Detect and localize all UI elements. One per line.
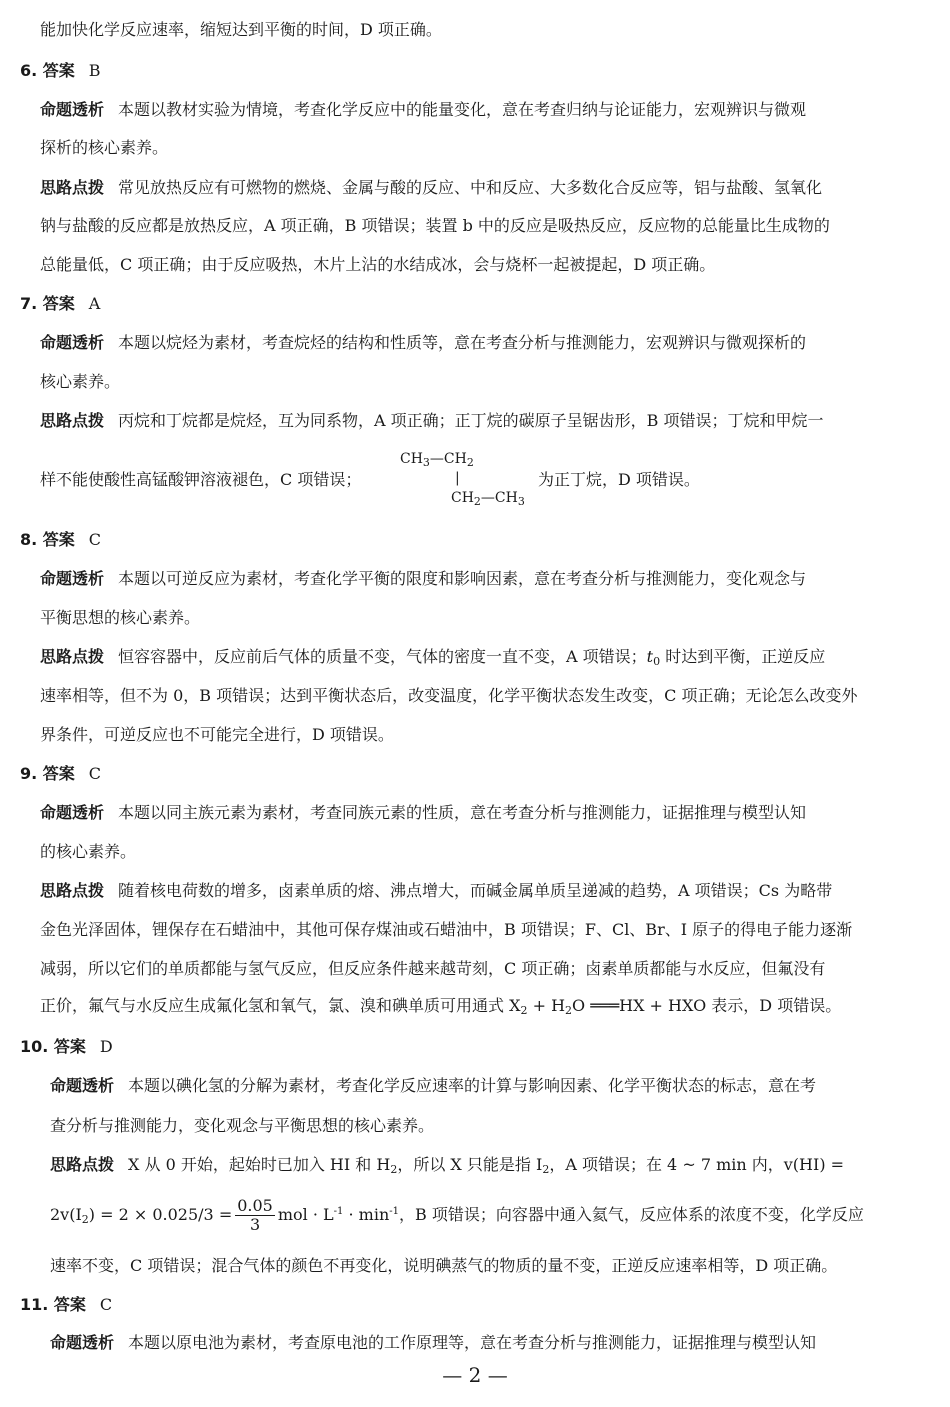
question-7-header — [20, 293, 100, 315]
answer-label: 7. 答案 — [20, 294, 75, 313]
subscript: 0 — [653, 655, 661, 668]
text: 本题以教材实验为情境，考查化学反应中的能量变化，意在考查归纳与论证能力，宏观辨识与微观 — [118, 100, 807, 119]
formula-line — [50, 1195, 864, 1235]
question-9-header — [20, 763, 101, 785]
structural-formula-bottom — [451, 489, 525, 507]
q8-analysis — [40, 568, 806, 590]
structural-formula-top — [400, 450, 474, 468]
text: 常见放热反应有可燃物的燃烧、金属与酸的反应、中和反应、大多数化合反应等，铝与盐酸、氢氧化 — [118, 178, 823, 197]
subscript: 2 — [81, 1213, 89, 1226]
text: 恒容容器中，反应前后气体的质量不变，气体的密度一直不变，A 项错误； — [118, 647, 647, 666]
q11-analysis — [50, 1332, 816, 1354]
text: 本题以烷烃为素材，考查烷烃的结构和性质等，意在考查分析与推测能力，宏观辨识与微观探析的 — [118, 333, 807, 352]
text: X 从 0 开始，起始时已加入 HI 和 H — [128, 1155, 391, 1174]
text: 本题以可逆反应为素材，考查化学平衡的限度和影响因素，意在考查分析与推测能力，变化观念与 — [118, 569, 807, 588]
answer-label: 10. 答案 — [20, 1037, 86, 1056]
answer-value: B — [88, 61, 101, 80]
section-label: 命题透析 — [40, 569, 105, 588]
subscript: 2 — [520, 1004, 528, 1017]
fraction-numerator: 0.05 — [237, 1196, 273, 1215]
answer-value: D — [99, 1037, 113, 1056]
paragraph-line: 核心素养。 — [40, 372, 121, 391]
paragraph-line: 能加快化学反应速率，缩短达到平衡的时间，D 项正确。 — [40, 20, 442, 39]
section-label: 命题透析 — [40, 803, 105, 822]
paragraph-line: 为正丁烷，D 项错误。 — [538, 470, 700, 489]
section-label: 思路点拨 — [40, 647, 105, 666]
answer-label: 11. 答案 — [20, 1295, 86, 1314]
paragraph-line — [40, 995, 841, 1017]
q10-analysis — [50, 1075, 816, 1097]
paragraph-line: 速率不变，C 项错误；混合气体的颜色不再变化，说明碘蒸气的物质的量不变，正逆反应速率相等，D 项正确。 — [50, 1256, 838, 1275]
paragraph-line: 的核心素养。 — [40, 842, 137, 861]
paragraph-line: 速率相等，但不为 0，B 项错误；达到平衡状态后，改变温度，化学平衡状态发生改变，C 项正确；无论怎么改变外 — [40, 686, 858, 705]
paragraph-line: 总能量低，C 项正确；由于反应吸热，木片上沾的水结成冰，会与烧杯一起被提起，D 项正确。 — [40, 255, 716, 274]
paragraph-line: 样不能使酸性高锰酸钾溶液褪色，C 项错误； — [40, 470, 362, 489]
subscript: 3 — [422, 456, 430, 469]
atom: CH — [451, 490, 474, 506]
subscript: 2 — [565, 1004, 573, 1017]
paragraph-line: 探析的核心素养。 — [40, 138, 169, 157]
q7-analysis — [40, 332, 806, 354]
subscript: 2 — [390, 1163, 398, 1176]
section-label: 思路点拨 — [50, 1155, 115, 1174]
section-label: 命题透析 — [50, 1333, 115, 1352]
question-8-header — [20, 529, 101, 551]
page-number: — 2 — — [442, 1363, 508, 1387]
variable: t — [646, 647, 654, 666]
text: · min — [343, 1205, 390, 1224]
question-10-header — [20, 1036, 113, 1058]
answer-value: C — [99, 1295, 113, 1314]
q10-solution — [50, 1154, 844, 1176]
section-label: 命题透析 — [40, 100, 105, 119]
q8-solution — [40, 646, 825, 668]
question-11-header — [20, 1294, 112, 1316]
subscript: 2 — [473, 495, 481, 508]
question-6-header — [20, 60, 101, 82]
text: ，B 项错误；向容器中通入氦气，反应体系的浓度不变，化学反应 — [399, 1205, 864, 1224]
superscript: -1 — [333, 1206, 344, 1217]
structural-formula-bond: | — [455, 470, 460, 486]
paragraph-line: 界条件，可逆反应也不可能完全进行，D 项错误。 — [40, 725, 394, 744]
paragraph-line: 金色光泽固体，锂保存在石蜡油中，其他可保存煤油或石蜡油中，B 项错误；F、Cl、Br、I 原子的得电子能力逐渐 — [40, 920, 853, 939]
text: + H — [527, 996, 566, 1015]
section-label: 思路点拨 — [40, 881, 105, 900]
q7-solution — [40, 410, 824, 432]
text: 正价，氟气与水反应生成氟化氢和氧气，氯、溴和碘单质可用通式 X — [40, 996, 521, 1015]
text: mol · L — [277, 1205, 334, 1224]
atom: CH — [400, 451, 423, 467]
paragraph-line: 减弱，所以它们的单质都能与氢气反应，但反应条件越来越苛刻，C 项正确；卤素单质都能与水反应，但氟没有 — [40, 959, 826, 978]
text: ，所以 X 只能是指 I — [397, 1155, 543, 1174]
text: 2v(I — [50, 1205, 82, 1224]
fraction — [235, 1197, 275, 1234]
text: 时达到平衡，正逆反应 — [660, 647, 826, 666]
atom: —CH — [480, 490, 518, 506]
answer-label: 9. 答案 — [20, 764, 75, 783]
q9-solution — [40, 880, 832, 902]
text: O ═══HX + HXO 表示，D 项错误。 — [572, 996, 842, 1015]
answer-value: A — [88, 294, 101, 313]
section-label: 思路点拨 — [40, 178, 105, 197]
answer-value: C — [88, 764, 102, 783]
q6-analysis — [40, 99, 806, 121]
text: 本题以同主族元素为素材，考查同族元素的性质，意在考查分析与推测能力，证据推理与模型认知 — [118, 803, 807, 822]
paragraph-line: 查分析与推测能力，变化观念与平衡思想的核心素养。 — [50, 1116, 435, 1135]
text: 丙烷和丁烷都是烷烃，互为同系物，A 项正确；正丁烷的碳原子呈锯齿形，B 项错误；丁烷和甲烷一 — [118, 411, 824, 430]
atom: —CH — [429, 451, 467, 467]
text: ，A 项错误；在 4 ~ 7 min 内，v(HI) = — [549, 1155, 845, 1174]
subscript: 3 — [517, 495, 525, 508]
text: 本题以碘化氢的分解为素材，考查化学反应速率的计算与影响因素、化学平衡状态的标志，意在考 — [128, 1076, 817, 1095]
subscript: 2 — [542, 1163, 550, 1176]
text: 本题以原电池为素材，考查原电池的工作原理等，意在考查分析与推测能力，证据推理与模型认知 — [128, 1333, 817, 1352]
q9-analysis — [40, 802, 806, 824]
answer-label: 8. 答案 — [20, 530, 75, 549]
section-label: 命题透析 — [50, 1076, 115, 1095]
q6-solution — [40, 177, 822, 199]
paragraph-line: 平衡思想的核心素养。 — [40, 608, 201, 627]
text: ) = 2 × 0.025/3 = — [88, 1205, 233, 1224]
answer-label: 6. 答案 — [20, 61, 75, 80]
answer-value: C — [88, 530, 102, 549]
superscript: -1 — [389, 1206, 400, 1217]
paragraph-line: 钠与盐酸的反应都是放热反应，A 项正确，B 项错误；装置 b 中的反应是吸热反应，反应物的总能量比生成物的 — [40, 216, 830, 235]
section-label: 思路点拨 — [40, 411, 105, 430]
subscript: 2 — [466, 456, 474, 469]
text: 随着核电荷数的增多，卤素单质的熔、沸点增大，而碱金属单质呈递减的趋势，A 项错误；Cs 为略带 — [118, 881, 833, 900]
fraction-denominator: 3 — [249, 1215, 261, 1234]
section-label: 命题透析 — [40, 333, 105, 352]
